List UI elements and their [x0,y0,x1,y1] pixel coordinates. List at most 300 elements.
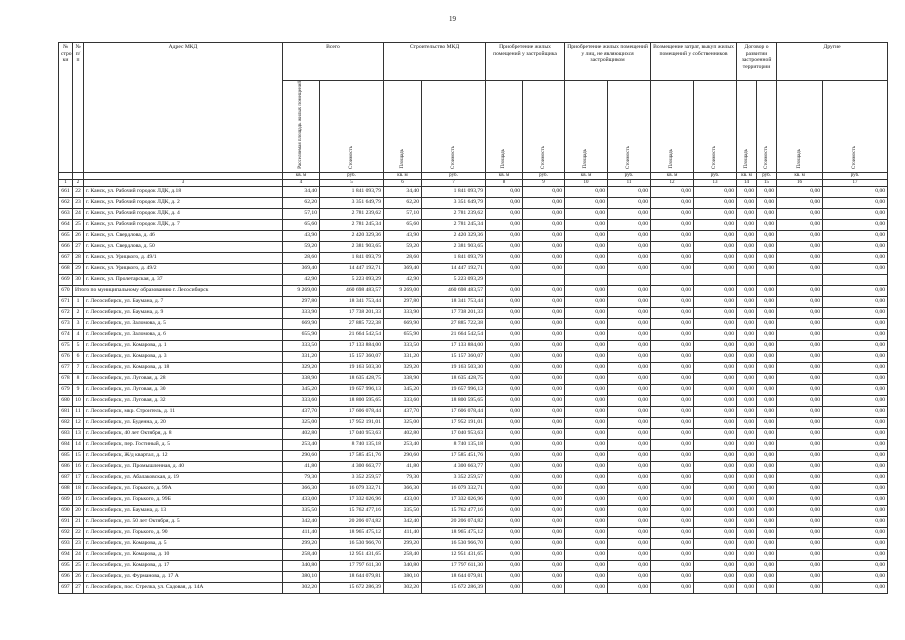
row-total-cost: 18 635 428,75 [320,373,384,384]
row-address: г. Лесосибирск, ул. Заломова, д. 5 [84,318,283,329]
table-row [59,241,888,252]
row-zero-cell: 0,00 [757,549,777,560]
row-construction-area: 433,00 [384,494,422,505]
row-zero-cell: 0,00 [737,571,757,582]
row-construction-area: 325,00 [384,417,422,428]
column-number: 15 [757,179,777,186]
table-row [59,296,888,307]
row-zero-cell: 0,00 [823,538,888,549]
row-zero-cell: 0,00 [523,516,565,527]
row-zero-cell: 0,00 [486,373,523,384]
row-zero-cell: 0,00 [737,197,757,208]
row-construction-cost: 17 040 953,63 [422,428,486,439]
row-zero-cell: 0,00 [694,197,737,208]
column-number: 5 [320,179,384,186]
row-zero-cell: 0,00 [737,285,757,296]
subheader-area [486,81,523,173]
row-settled-area: 290,60 [283,450,320,461]
row-zero-cell: 0,00 [565,538,608,549]
row-construction-area: 366,30 [384,483,422,494]
row-zero-cell: 0,00 [486,230,523,241]
row-zero-cell: 0,00 [757,296,777,307]
row-total-cost: 18 965 475,12 [320,527,384,538]
row-zero-cell: 0,00 [651,494,694,505]
row-zero-cell: 0,00 [823,340,888,351]
row-construction-area: 62,20 [384,197,422,208]
row-total-cost: 18 644 079,81 [320,571,384,582]
table-row [59,516,888,527]
row-zero-cell: 0,00 [608,219,651,230]
row-total-cost: 17 585 451,76 [320,450,384,461]
row-construction-area: 345,20 [384,384,422,395]
row-number: 677 [59,362,73,373]
row-zero-cell: 0,00 [757,505,777,516]
row-zero-cell: 0,00 [651,505,694,516]
row-zero-cell: 0,00 [565,197,608,208]
row-zero-cell: 0,00 [608,373,651,384]
row-construction-cost: 18 341 753,44 [422,296,486,307]
row-construction-cost: 5 223 093,29 [422,274,486,285]
table-row [59,373,888,384]
row-zero-cell: 0,00 [486,197,523,208]
row-zero-cell: 0,00 [777,296,823,307]
row-zero-cell: 0,00 [565,549,608,560]
row-zero-cell: 0,00 [823,230,888,241]
row-zero-cell: 0,00 [737,208,757,219]
row-construction-area: 329,20 [384,362,422,373]
row-zero-cell: 0,00 [694,329,737,340]
row-zero-cell: 0,00 [486,252,523,263]
unit-cell: руб. [608,172,651,179]
row-zero-cell: 0,00 [608,538,651,549]
resettlement-table [58,42,888,594]
row-construction-cost: 16 530 966,70 [422,538,486,549]
row-zero-cell: 0,00 [608,494,651,505]
row-address: г. Лесосибирск, мкр. Строитель, д. 11 [84,406,283,417]
row-zero-cell: 0,00 [694,428,737,439]
row-zero-cell: 0,00 [608,450,651,461]
row-total-cost: 15 157 360,07 [320,351,384,362]
row-zero-cell: 0,00 [777,351,823,362]
row-total-cost: 21 664 542,54 [320,329,384,340]
row-total-cost: 12 951 431,65 [320,549,384,560]
table-row [59,483,888,494]
row-address: г. Лесосибирск, Ж/д квартал, д. 12 [84,450,283,461]
row-construction-area: 333,90 [384,307,422,318]
unit-cell: кв. м [737,172,757,179]
row-settled-area: 340,80 [283,560,320,571]
row-zero-cell: 0,00 [651,450,694,461]
row-zero-cell: 0,00 [757,406,777,417]
row-construction-cost: 18 965 475,12 [422,527,486,538]
row-zero-cell: 0,00 [608,461,651,472]
row-zero-cell: 0,00 [777,472,823,483]
row-settled-area: 369,40 [283,263,320,274]
row-zero-cell: 0,00 [737,417,757,428]
row-total-cost: 15 672 286,39 [320,582,384,593]
row-zero-cell: 0,00 [737,219,757,230]
row-settled-area: 57,10 [283,208,320,219]
row-settled-area: 9 269,00 [283,285,320,296]
row-construction-cost: 18 635 428,75 [422,373,486,384]
row-zero-cell: 0,00 [608,208,651,219]
row-zero-cell: 0,00 [565,494,608,505]
row-zero-cell: 0,00 [523,417,565,428]
table-row [59,472,888,483]
row-address: г. Канск, ул. Рабочий городок ЛДК, д.18 [84,186,283,197]
row-zero-cell: 0,00 [608,318,651,329]
row-zero-cell: 0,00 [823,373,888,384]
row-construction-area: 42,90 [384,274,422,285]
row-construction-cost: 3 352 259,57 [422,472,486,483]
row-zero-cell: 0,00 [523,505,565,516]
table-row [59,439,888,450]
row-zero-cell: 0,00 [823,428,888,439]
row-zero-cell: 0,00 [651,472,694,483]
column-number: 1 [59,179,73,186]
row-zero-cell: 0,00 [694,263,737,274]
row-settled-area: 333,90 [283,307,320,318]
row-total-cost: 17 952 191,01 [320,417,384,428]
row-zero-cell: 0,00 [694,406,737,417]
row-settled-area: 345,20 [283,384,320,395]
row-zero-cell: 0,00 [757,571,777,582]
row-construction-area: 369,40 [384,263,422,274]
row-zero-cell: 0,00 [608,406,651,417]
row-zero-cell: 0,00 [608,417,651,428]
unit-cell: руб. [320,172,384,179]
row-pp: 28 [73,252,84,263]
row-zero-cell: 0,00 [523,318,565,329]
row-zero-cell: 0,00 [651,571,694,582]
row-zero-cell: 0,00 [565,472,608,483]
row-zero-cell: 0,00 [651,263,694,274]
table-row [59,274,888,285]
column-number-row [59,179,888,186]
row-empty-cell [486,274,523,285]
row-zero-cell: 0,00 [651,296,694,307]
row-zero-cell: 0,00 [737,406,757,417]
row-zero-cell: 0,00 [651,285,694,296]
row-zero-cell: 0,00 [651,373,694,384]
row-construction-area: 79,30 [384,472,422,483]
row-construction-cost: 19 163 503,30 [422,362,486,373]
subheader-settled-area-text: Расселяемая площадь жилых помещений [298,81,304,169]
row-zero-cell: 0,00 [651,329,694,340]
row-zero-cell: 0,00 [694,582,737,593]
row-address: г. Лесосибирск, ул. Луговая, д. 30 [84,384,283,395]
row-zero-cell: 0,00 [523,571,565,582]
row-zero-cell: 0,00 [823,186,888,197]
row-zero-cell: 0,00 [757,417,777,428]
row-construction-cost: 17 332 026,96 [422,494,486,505]
row-zero-cell: 0,00 [823,329,888,340]
row-address: г. Лесосибирск, ул. Баумана, д. 13 [84,505,283,516]
row-zero-cell: 0,00 [737,505,757,516]
row-zero-cell: 0,00 [608,560,651,571]
row-zero-cell: 0,00 [523,351,565,362]
row-zero-cell: 0,00 [523,527,565,538]
row-empty-cell [777,274,823,285]
row-total-cost: 4 300 663,77 [320,461,384,472]
row-zero-cell: 0,00 [694,252,737,263]
row-settled-area: 411,40 [283,527,320,538]
row-number: 684 [59,439,73,450]
row-pp: 29 [73,263,84,274]
row-pp: 22 [73,186,84,197]
row-settled-area: 338,90 [283,373,320,384]
row-zero-cell: 0,00 [608,527,651,538]
row-zero-cell: 0,00 [651,219,694,230]
row-zero-cell: 0,00 [651,252,694,263]
row-zero-cell: 0,00 [651,351,694,362]
row-settled-area: 62,20 [283,197,320,208]
row-address: г. Лесосибирск, ул. Заломова, д. 6 [84,329,283,340]
row-zero-cell: 0,00 [777,406,823,417]
row-zero-cell: 0,00 [565,384,608,395]
row-pp: 11 [73,406,84,417]
row-number: 694 [59,549,73,560]
row-construction-area: 57,10 [384,208,422,219]
row-zero-cell: 0,00 [777,461,823,472]
table-row [59,186,888,197]
row-zero-cell: 0,00 [737,483,757,494]
row-zero-cell: 0,00 [757,252,777,263]
row-zero-cell: 0,00 [523,241,565,252]
row-pp: 30 [73,274,84,285]
row-construction-cost: 17 133 884,00 [422,340,486,351]
header-construction: Строительство МКД [384,43,486,81]
subheader-cost [694,81,737,173]
row-zero-cell: 0,00 [777,516,823,527]
row-zero-cell: 0,00 [757,582,777,593]
row-zero-cell: 0,00 [757,263,777,274]
row-address: г. Лесосибирск, ул. Горького, д. 99Б [84,494,283,505]
row-zero-cell: 0,00 [737,472,757,483]
row-total-cost: 17 738 201,33 [320,307,384,318]
row-address: г. Лесосибирск, ул. Луговая, д. 32 [84,395,283,406]
row-zero-cell: 0,00 [486,208,523,219]
row-pp: 16 [73,461,84,472]
units-blank [59,172,73,179]
row-zero-cell: 0,00 [694,571,737,582]
header-row [59,43,888,81]
row-construction-cost: 3 351 649,79 [422,197,486,208]
row-zero-cell: 0,00 [777,340,823,351]
unit-cell: кв. м [283,172,320,179]
row-number: 685 [59,450,73,461]
row-construction-area: 59,20 [384,241,422,252]
row-construction-area: 335,50 [384,505,422,516]
row-address: г. Лесосибирск, пос. Стрелка, ул. Садовая, д. 14А [84,582,283,593]
row-zero-cell: 0,00 [823,406,888,417]
row-zero-cell: 0,00 [737,439,757,450]
row-construction-cost: 19 657 996,13 [422,384,486,395]
row-settled-area: 366,30 [283,483,320,494]
row-zero-cell: 0,00 [823,494,888,505]
row-zero-cell: 0,00 [523,472,565,483]
row-zero-cell: 0,00 [523,373,565,384]
row-total-cost: 1 841 093,79 [320,252,384,263]
row-total-cost: 3 351 649,79 [320,197,384,208]
row-zero-cell: 0,00 [737,230,757,241]
row-total-cost: 17 797 611,30 [320,560,384,571]
row-zero-cell: 0,00 [486,395,523,406]
row-zero-cell: 0,00 [565,329,608,340]
row-zero-cell: 0,00 [651,527,694,538]
row-zero-cell: 0,00 [757,494,777,505]
row-construction-cost: 12 951 431,65 [422,549,486,560]
row-pp: 27 [73,582,84,593]
row-zero-cell: 0,00 [737,549,757,560]
table-row [59,428,888,439]
row-empty-cell [565,274,608,285]
row-zero-cell: 0,00 [565,351,608,362]
subheader-area-text: Площадь [501,149,507,169]
row-settled-area: 253,40 [283,439,320,450]
row-zero-cell: 0,00 [757,197,777,208]
row-number: 665 [59,230,73,241]
row-empty-cell [823,274,888,285]
row-zero-cell: 0,00 [651,186,694,197]
row-zero-cell: 0,00 [823,318,888,329]
unit-cell: кв. м [384,172,422,179]
table-row [59,230,888,241]
row-pp: 3 [73,318,84,329]
row-zero-cell: 0,00 [823,307,888,318]
row-total-cost: 19 163 503,30 [320,362,384,373]
row-zero-cell: 0,00 [651,417,694,428]
row-address: г. Лесосибирск, ул. Луговая, д. 28 [84,373,283,384]
row-zero-cell: 0,00 [757,527,777,538]
row-zero-cell: 0,00 [777,373,823,384]
column-number: 12 [651,179,694,186]
row-zero-cell: 0,00 [608,296,651,307]
row-settled-area: 669,90 [283,318,320,329]
row-number: 676 [59,351,73,362]
row-address: г. Канск, ул. Рабочий городок ЛДК, д. 4 [84,208,283,219]
row-total-cost: 18 800 595,65 [320,395,384,406]
row-zero-cell: 0,00 [565,450,608,461]
row-zero-cell: 0,00 [486,472,523,483]
row-construction-cost: 20 206 074,82 [422,516,486,527]
row-total-cost: 1 841 093,79 [320,186,384,197]
row-address: г. Канск, ул. Урицкого, д. 49/1 [84,252,283,263]
row-zero-cell: 0,00 [694,439,737,450]
row-pp: 26 [73,571,84,582]
row-number: 667 [59,252,73,263]
subheader-cost-text: Стоимость [712,145,718,169]
table-row [59,549,888,560]
column-number: 2 [73,179,84,186]
row-pp: 6 [73,351,84,362]
row-zero-cell: 0,00 [777,505,823,516]
row-pp: 18 [73,483,84,494]
row-construction-cost: 15 157 360,07 [422,351,486,362]
row-settled-area: 41,80 [283,461,320,472]
row-zero-cell: 0,00 [777,417,823,428]
row-pp: 10 [73,395,84,406]
row-zero-cell: 0,00 [694,208,737,219]
row-zero-cell: 0,00 [694,373,737,384]
row-construction-cost: 14 447 192,71 [422,263,486,274]
row-number: 669 [59,274,73,285]
row-zero-cell: 0,00 [823,582,888,593]
row-total-cost: 17 133 884,00 [320,340,384,351]
row-zero-cell: 0,00 [777,571,823,582]
subheader-cost-text: Стоимость [450,145,456,169]
row-zero-cell: 0,00 [694,549,737,560]
row-number: 661 [59,186,73,197]
row-total-cost: 20 206 074,82 [320,516,384,527]
row-zero-cell: 0,00 [757,230,777,241]
row-construction-area: 65,60 [384,219,422,230]
row-settled-area: 299,20 [283,538,320,549]
unit-cell: руб. [523,172,565,179]
row-zero-cell: 0,00 [651,318,694,329]
row-zero-cell: 0,00 [651,582,694,593]
row-zero-cell: 0,00 [823,208,888,219]
row-zero-cell: 0,00 [823,263,888,274]
row-zero-cell: 0,00 [651,428,694,439]
table-row [59,461,888,472]
row-zero-cell: 0,00 [565,373,608,384]
row-zero-cell: 0,00 [823,483,888,494]
row-total-cost: 17 040 953,63 [320,428,384,439]
subheader-cost [523,81,565,173]
row-address: г. Канск, ул. Рабочий городок ЛДК, д. 2 [84,197,283,208]
row-zero-cell: 0,00 [486,285,523,296]
row-zero-cell: 0,00 [737,252,757,263]
row-zero-cell: 0,00 [486,560,523,571]
row-zero-cell: 0,00 [523,186,565,197]
row-zero-cell: 0,00 [523,560,565,571]
row-zero-cell: 0,00 [523,406,565,417]
subheader-area [737,81,757,173]
row-zero-cell: 0,00 [486,439,523,450]
row-zero-cell: 0,00 [565,263,608,274]
row-construction-area: 9 269,00 [384,285,422,296]
row-settled-area: 333,50 [283,340,320,351]
row-zero-cell: 0,00 [777,318,823,329]
subheader-cost [757,81,777,173]
row-zero-cell: 0,00 [565,527,608,538]
row-construction-cost: 8 740 135,18 [422,439,486,450]
subheader-cost [608,81,651,173]
row-zero-cell: 0,00 [565,186,608,197]
row-zero-cell: 0,00 [694,230,737,241]
table-row [59,571,888,582]
row-zero-cell: 0,00 [694,538,737,549]
row-settled-area: 342,40 [283,516,320,527]
row-zero-cell: 0,00 [757,560,777,571]
row-zero-cell: 0,00 [523,395,565,406]
row-construction-area: 655,90 [384,329,422,340]
table-row [59,406,888,417]
row-zero-cell: 0,00 [565,241,608,252]
unit-cell: руб. [694,172,737,179]
table-row [59,560,888,571]
row-pp: 25 [73,560,84,571]
unit-cell: руб. [757,172,777,179]
unit-cell: кв. м [486,172,523,179]
row-construction-area: 41,80 [384,461,422,472]
row-pp: 23 [73,197,84,208]
row-construction-cost: 17 738 201,33 [422,307,486,318]
row-pp: 20 [73,505,84,516]
row-pp: 27 [73,241,84,252]
row-zero-cell: 0,00 [737,318,757,329]
